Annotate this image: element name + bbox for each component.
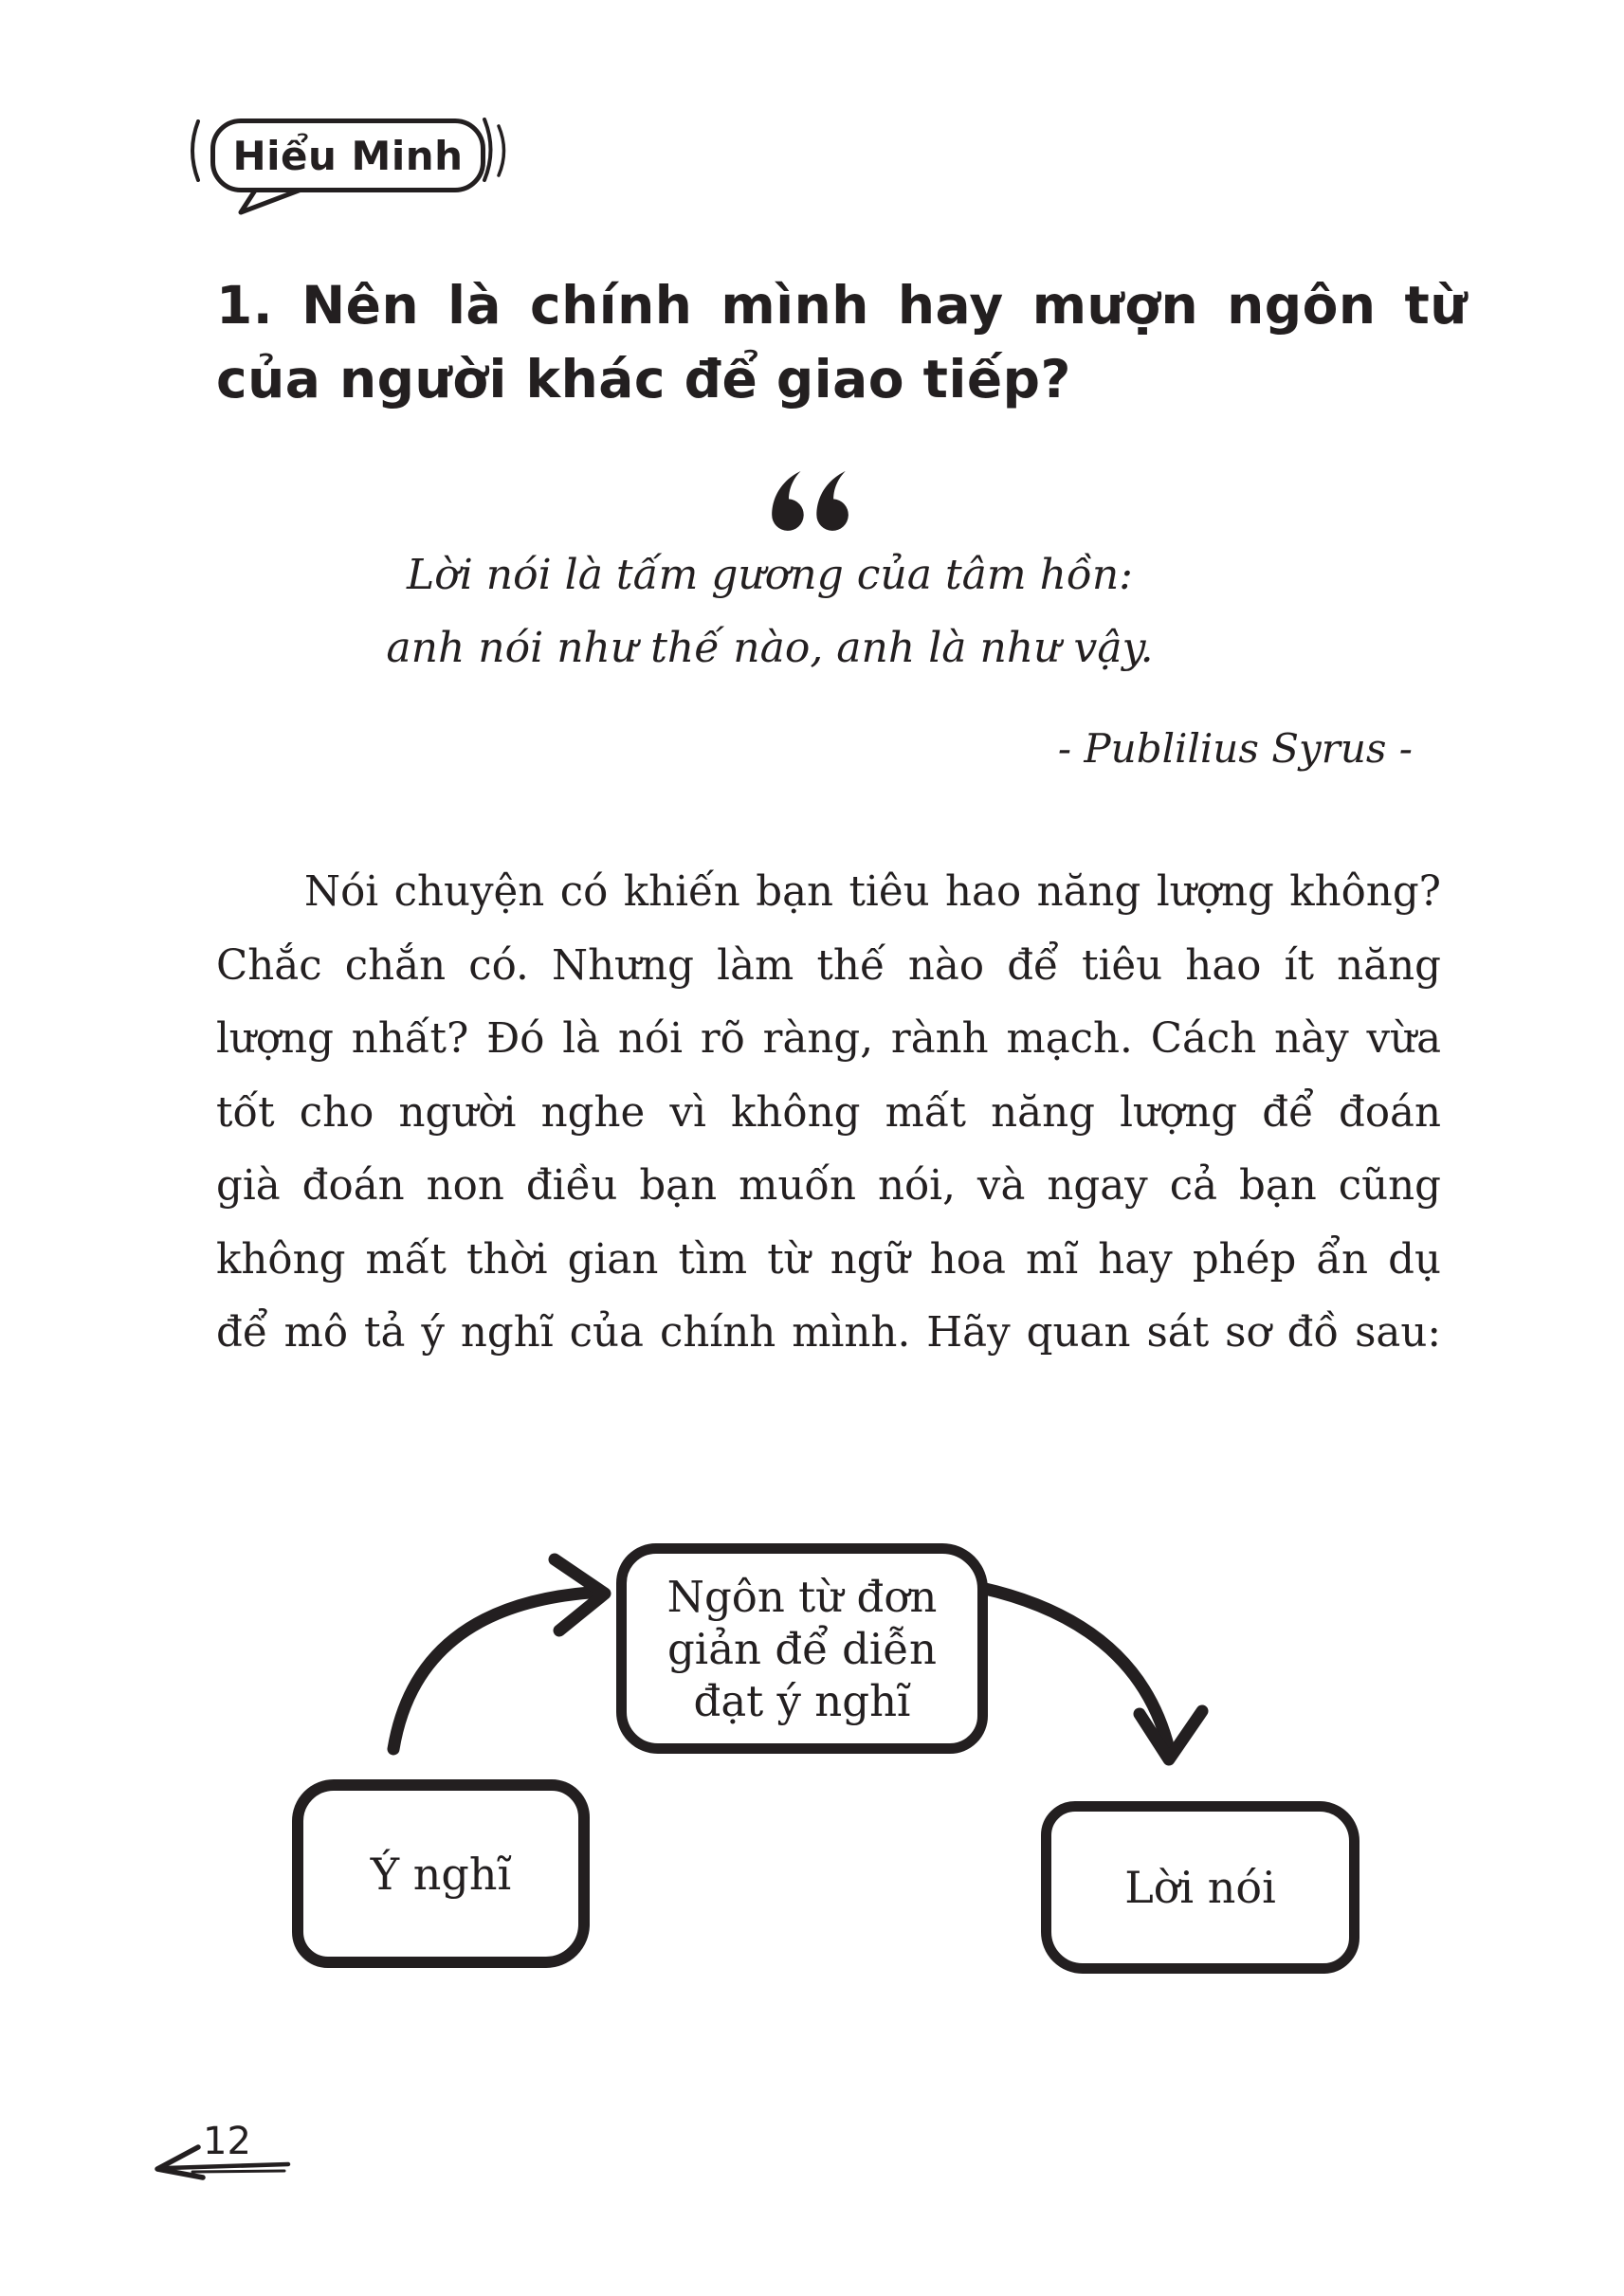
epigraph-quote xyxy=(0,538,1540,684)
logo-accent-left-stroke xyxy=(184,119,201,182)
diagram-top-line-2: giản để diễn xyxy=(667,1623,937,1674)
body-line: tốt cho người nghe vì không mất năng lượng để đoán xyxy=(216,1088,1441,1137)
chapter-heading-line-1: 1. Nên là chính mình hay mượn ngôn từ xyxy=(216,275,1468,336)
quote-mark-icon xyxy=(771,470,848,533)
diagram-box-speech xyxy=(1041,1801,1359,1974)
diagram-left-label: Ý nghĩ xyxy=(370,1848,512,1900)
curved-arrow-thought-to-words-icon xyxy=(393,1559,605,1749)
body-paragraph xyxy=(216,856,1441,1371)
diagram-top-line-1: Ngôn từ đơn xyxy=(666,1571,938,1622)
diagram-box-simple-words xyxy=(616,1543,988,1754)
logo-speech-bubble xyxy=(210,118,485,192)
body-line: già đoán non điều bạn muốn nói, và ngay cả bạn cũng xyxy=(216,1162,1441,1210)
epigraph-line-2: anh nói như thế nào, anh là như vậy. xyxy=(386,624,1154,672)
page-number: 12 xyxy=(203,2120,251,2163)
body-line: lượng nhất? Đó là nói rõ ràng, rành mạch. Cách này vừa xyxy=(216,1015,1441,1063)
epigraph-line-1: Lời nói là tấm gương của tâm hồn: xyxy=(406,551,1134,599)
body-line: để mô tả ý nghĩ của chính mình. Hãy quan sát sơ đồ sau: xyxy=(216,1309,1441,1357)
body-line: Nói chuyện có khiến bạn tiêu hao năng lượng không? xyxy=(304,868,1441,916)
body-line: không mất thời gian tìm từ ngữ hoa mĩ hay phép ẩn dụ xyxy=(216,1235,1441,1284)
curved-arrow-words-to-speech-icon xyxy=(981,1588,1202,1759)
chapter-heading xyxy=(216,268,1468,416)
body-line: Chắc chắn có. Nhưng làm thế nào để tiêu hao ít năng xyxy=(216,941,1441,990)
diagram-top-line-3: đạt ý nghĩ xyxy=(693,1675,911,1726)
diagram-box-thought xyxy=(292,1779,590,1968)
chapter-heading-line-2: của người khác để giao tiếp? xyxy=(216,349,1071,410)
logo-text: Hiểu Minh xyxy=(232,132,464,179)
diagram-right-label: Lời nói xyxy=(1124,1862,1276,1913)
quote-attribution: - Publilius Syrus - xyxy=(1057,725,1413,772)
logo-accent-right-strokes xyxy=(482,118,512,186)
